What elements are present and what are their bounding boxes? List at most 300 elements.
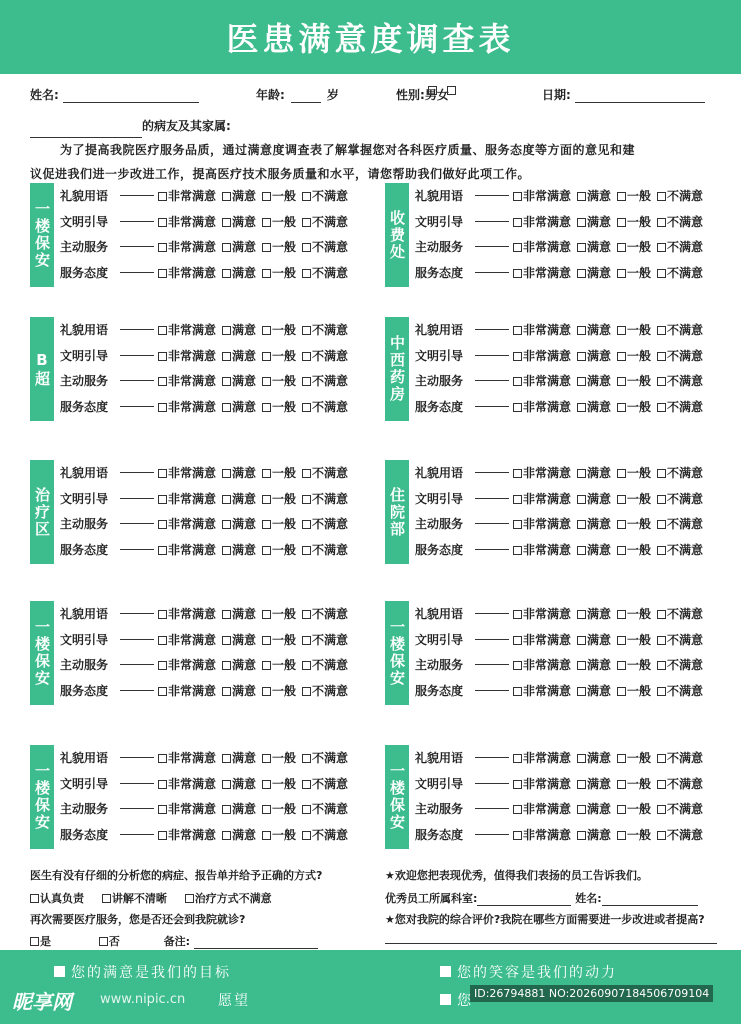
- header-bar: [0, 0, 741, 74]
- male-checkbox[interactable]: [428, 86, 437, 95]
- rating-option: [513, 187, 571, 204]
- rating-option-label: 不满意: [312, 189, 349, 204]
- rating-checkbox[interactable]: [617, 546, 626, 555]
- rating-checkbox[interactable]: [513, 780, 522, 789]
- rating-checkbox[interactable]: [262, 661, 271, 670]
- rating-checkbox[interactable]: [617, 520, 626, 529]
- rating-option-label: 一般: [272, 374, 297, 389]
- rating-checkbox[interactable]: [222, 610, 231, 619]
- rating-checkbox[interactable]: [158, 687, 167, 696]
- rating-checkbox[interactable]: [617, 192, 626, 201]
- rating-row: [60, 183, 360, 209]
- section-tag: 一楼保安: [385, 745, 409, 849]
- rating-checkbox[interactable]: [262, 610, 271, 619]
- rating-checkbox[interactable]: [302, 218, 311, 227]
- rating-checkbox[interactable]: [262, 326, 271, 335]
- rating-option-label: 满意: [587, 542, 612, 557]
- rating-checkbox[interactable]: [617, 610, 626, 619]
- rating-checkbox[interactable]: [222, 754, 231, 763]
- rating-checkbox[interactable]: [577, 661, 586, 670]
- dept-field[interactable]: [477, 894, 571, 906]
- rating-option-label: 满意: [587, 323, 612, 338]
- survey-section: [385, 601, 715, 705]
- rating-option: [262, 631, 296, 648]
- rating-option-label: 一般: [627, 542, 652, 557]
- rating-option-label: 满意: [587, 632, 612, 647]
- rating-option: [513, 490, 571, 507]
- rating-checkbox[interactable]: [577, 469, 586, 478]
- rating-option: [262, 775, 296, 792]
- rating-checkbox[interactable]: [302, 377, 311, 386]
- rating-checkbox[interactable]: [262, 495, 271, 504]
- rating-checkbox[interactable]: [657, 495, 666, 504]
- return-no-checkbox[interactable]: [99, 937, 108, 946]
- dash-divider: [120, 355, 154, 356]
- rating-checkbox[interactable]: [222, 831, 231, 840]
- rating-checkbox[interactable]: [158, 661, 167, 670]
- rating-checkbox[interactable]: [513, 243, 522, 252]
- dash-divider: [475, 221, 509, 222]
- age-unit: 岁: [326, 88, 339, 102]
- rating-checkbox[interactable]: [158, 218, 167, 227]
- rating-row: [60, 317, 360, 343]
- rating-checkbox[interactable]: [513, 377, 522, 386]
- survey-section: [30, 745, 360, 849]
- rating-checkbox[interactable]: [222, 495, 231, 504]
- rating-checkbox[interactable]: [657, 352, 666, 361]
- rating-checkbox[interactable]: [617, 218, 626, 227]
- rating-option: [513, 656, 571, 673]
- rating-checkbox[interactable]: [222, 805, 231, 814]
- rating-checkbox[interactable]: [158, 243, 167, 252]
- rating-checkbox[interactable]: [222, 403, 231, 412]
- rating-option-label: 一般: [627, 607, 652, 622]
- rating-checkbox[interactable]: [302, 831, 311, 840]
- rating-checkbox[interactable]: [262, 636, 271, 645]
- rating-checkbox[interactable]: [657, 377, 666, 386]
- dash-divider: [475, 664, 509, 665]
- rating-option-label: 不满意: [312, 776, 349, 791]
- rating-checkbox[interactable]: [513, 352, 522, 361]
- rating-checkbox[interactable]: [158, 352, 167, 361]
- rating-option-label: 非常满意: [168, 491, 217, 506]
- rating-checkbox[interactable]: [657, 469, 666, 478]
- addressee-field[interactable]: [30, 126, 142, 138]
- rating-checkbox[interactable]: [617, 352, 626, 361]
- dash-divider: [120, 808, 154, 809]
- rating-checkbox[interactable]: [577, 403, 586, 412]
- rating-checkbox[interactable]: [262, 831, 271, 840]
- rating-checkbox[interactable]: [158, 520, 167, 529]
- rating-option-label: 非常满意: [523, 607, 572, 622]
- rating-checkbox[interactable]: [222, 469, 231, 478]
- rating-option: [657, 372, 703, 389]
- rating-checkbox[interactable]: [222, 243, 231, 252]
- rating-option: [302, 800, 348, 817]
- opt-dissatisfied-checkbox[interactable]: [185, 894, 194, 903]
- rating-option-label: 一般: [627, 323, 652, 338]
- rating-checkbox[interactable]: [262, 192, 271, 201]
- rating-checkbox[interactable]: [513, 520, 522, 529]
- rating-checkbox[interactable]: [302, 192, 311, 201]
- rating-option: [513, 826, 571, 843]
- rating-option: [158, 515, 216, 532]
- rating-checkbox[interactable]: [513, 495, 522, 504]
- rating-option-label: 不满意: [667, 265, 704, 280]
- rating-checkbox[interactable]: [657, 754, 666, 763]
- rating-checkbox[interactable]: [302, 352, 311, 361]
- rating-checkbox[interactable]: [577, 687, 586, 696]
- rating-checkbox[interactable]: [657, 780, 666, 789]
- rating-checkbox[interactable]: [577, 610, 586, 619]
- rating-checkbox[interactable]: [302, 754, 311, 763]
- rating-checkbox[interactable]: [262, 377, 271, 386]
- rating-option-label: 一般: [627, 240, 652, 255]
- rating-option: [577, 264, 611, 281]
- question-evaluation: ★您对我院的综合评价?我院在哪些方面需要进一步改进或者提高?: [385, 913, 705, 926]
- rating-option: [617, 321, 651, 338]
- rating-checkbox[interactable]: [222, 352, 231, 361]
- watermark-id: ID:26794881 NO:20260907184506709104: [470, 985, 713, 1002]
- rating-checkbox[interactable]: [657, 687, 666, 696]
- rating-checkbox[interactable]: [513, 546, 522, 555]
- rating-checkbox[interactable]: [302, 469, 311, 478]
- rating-checkbox[interactable]: [617, 269, 626, 278]
- rating-option: [222, 605, 256, 622]
- rating-checkbox[interactable]: [577, 636, 586, 645]
- return-yes-checkbox[interactable]: [30, 937, 39, 946]
- rating-option-label: 一般: [272, 683, 297, 698]
- rating-checkbox[interactable]: [222, 687, 231, 696]
- rating-option-label: 一般: [627, 189, 652, 204]
- rating-row: [60, 745, 360, 771]
- dash-divider: [475, 523, 509, 524]
- rating-checkbox[interactable]: [222, 218, 231, 227]
- rating-option: [617, 631, 651, 648]
- rating-checkbox[interactable]: [657, 610, 666, 619]
- rating-checkbox[interactable]: [657, 546, 666, 555]
- rating-checkbox[interactable]: [158, 754, 167, 763]
- rating-option-label: 非常满意: [523, 632, 572, 647]
- rating-checkbox[interactable]: [222, 780, 231, 789]
- rating-checkbox[interactable]: [262, 269, 271, 278]
- rating-checkbox[interactable]: [513, 661, 522, 670]
- rating-checkbox[interactable]: [657, 243, 666, 252]
- addressee-label: 的病友及其家属:: [142, 119, 231, 133]
- rating-checkbox[interactable]: [617, 377, 626, 386]
- rating-option: [617, 347, 651, 364]
- rating-option: [513, 749, 571, 766]
- dash-divider: [120, 195, 154, 196]
- rating-checkbox[interactable]: [617, 326, 626, 335]
- rating-option: [617, 372, 651, 389]
- rating-checkbox[interactable]: [302, 243, 311, 252]
- rating-checkbox[interactable]: [302, 520, 311, 529]
- rating-checkbox[interactable]: [577, 326, 586, 335]
- rating-checkbox[interactable]: [513, 636, 522, 645]
- rating-option-label: 非常满意: [168, 776, 217, 791]
- rating-checkbox[interactable]: [513, 326, 522, 335]
- rating-option-label: 一般: [272, 632, 297, 647]
- section-tag: 一楼保安: [30, 601, 54, 705]
- survey-section: [385, 745, 715, 849]
- rating-option-label: 非常满意: [168, 214, 217, 229]
- rating-checkbox[interactable]: [577, 495, 586, 504]
- rating-option: [222, 749, 256, 766]
- rating-option-label: 不满意: [667, 683, 704, 698]
- rating-option-label: 满意: [587, 214, 612, 229]
- rating-checkbox[interactable]: [617, 403, 626, 412]
- dash-divider: [120, 472, 154, 473]
- rating-option-label: 不满意: [667, 607, 704, 622]
- rating-checkbox[interactable]: [222, 520, 231, 529]
- rating-checkbox[interactable]: [302, 805, 311, 814]
- rating-option-label: 一般: [627, 466, 652, 481]
- rating-checkbox[interactable]: [222, 546, 231, 555]
- rating-checkbox[interactable]: [262, 687, 271, 696]
- rating-option: [617, 800, 651, 817]
- rating-checkbox[interactable]: [302, 546, 311, 555]
- rating-item-label: 文明引导: [415, 214, 464, 229]
- rating-checkbox[interactable]: [513, 269, 522, 278]
- rating-checkbox[interactable]: [158, 403, 167, 412]
- survey-section: [30, 601, 360, 705]
- rating-option-label: 一般: [272, 751, 297, 766]
- rating-checkbox[interactable]: [158, 831, 167, 840]
- rating-row: [415, 234, 715, 260]
- rating-option-label: 一般: [272, 265, 297, 280]
- female-checkbox[interactable]: [447, 86, 456, 95]
- rating-checkbox[interactable]: [262, 469, 271, 478]
- rating-checkbox[interactable]: [302, 661, 311, 670]
- rating-row: [60, 537, 360, 563]
- rating-option: [577, 372, 611, 389]
- rating-option: [302, 347, 348, 364]
- rating-checkbox[interactable]: [577, 520, 586, 529]
- rating-checkbox[interactable]: [577, 218, 586, 227]
- rating-option: [262, 372, 296, 389]
- rating-checkbox[interactable]: [158, 377, 167, 386]
- rating-option-label: 非常满意: [168, 658, 217, 673]
- evaluation-field[interactable]: [385, 943, 717, 944]
- rating-checkbox[interactable]: [158, 610, 167, 619]
- rating-checkbox[interactable]: [577, 546, 586, 555]
- rating-checkbox[interactable]: [657, 636, 666, 645]
- rating-option: [158, 749, 216, 766]
- opt-responsible-checkbox[interactable]: [30, 894, 39, 903]
- rating-checkbox[interactable]: [577, 780, 586, 789]
- dash-divider: [475, 380, 509, 381]
- rating-checkbox[interactable]: [577, 269, 586, 278]
- rating-option: [302, 775, 348, 792]
- rating-checkbox[interactable]: [617, 243, 626, 252]
- rating-checkbox[interactable]: [262, 805, 271, 814]
- rating-option: [302, 515, 348, 532]
- rating-option-label: 非常满意: [523, 348, 572, 363]
- return-no-label: 否: [108, 935, 120, 948]
- rating-option: [577, 347, 611, 364]
- rating-checkbox[interactable]: [617, 636, 626, 645]
- rating-option-label: 满意: [232, 776, 257, 791]
- rating-checkbox[interactable]: [617, 661, 626, 670]
- rating-option-label: 非常满意: [168, 632, 217, 647]
- rating-checkbox[interactable]: [617, 780, 626, 789]
- rating-checkbox[interactable]: [657, 520, 666, 529]
- rating-checkbox[interactable]: [158, 192, 167, 201]
- rating-checkbox[interactable]: [513, 192, 522, 201]
- rating-option-label: 不满意: [312, 751, 349, 766]
- rating-checkbox[interactable]: [513, 754, 522, 763]
- dash-divider: [475, 808, 509, 809]
- rating-option: [513, 321, 571, 338]
- rating-checkbox[interactable]: [158, 469, 167, 478]
- rating-checkbox[interactable]: [222, 636, 231, 645]
- rating-checkbox[interactable]: [657, 805, 666, 814]
- rating-checkbox[interactable]: [513, 469, 522, 478]
- rating-checkbox[interactable]: [158, 269, 167, 278]
- rating-checkbox[interactable]: [657, 326, 666, 335]
- dash-divider: [120, 380, 154, 381]
- rating-checkbox[interactable]: [577, 352, 586, 361]
- rating-checkbox[interactable]: [222, 269, 231, 278]
- rating-option: [577, 631, 611, 648]
- rating-checkbox[interactable]: [617, 469, 626, 478]
- dash-divider: [120, 783, 154, 784]
- rating-option-label: 非常满意: [523, 265, 572, 280]
- rating-checkbox[interactable]: [577, 377, 586, 386]
- square-bullet-icon: [440, 994, 451, 1005]
- rating-option-label: 非常满意: [168, 348, 217, 363]
- rating-item-label: 服务态度: [415, 399, 464, 414]
- rating-checkbox[interactable]: [262, 403, 271, 412]
- rating-checkbox[interactable]: [657, 218, 666, 227]
- rating-checkbox[interactable]: [513, 805, 522, 814]
- name-field[interactable]: [63, 91, 199, 103]
- rating-option: [577, 238, 611, 255]
- rating-option-label: 一般: [627, 517, 652, 532]
- rating-item-label: 服务态度: [415, 265, 464, 280]
- rating-checkbox[interactable]: [302, 269, 311, 278]
- rating-checkbox[interactable]: [302, 636, 311, 645]
- rating-checkbox[interactable]: [158, 326, 167, 335]
- rating-checkbox[interactable]: [222, 326, 231, 335]
- rating-option: [617, 541, 651, 558]
- rating-option: [262, 826, 296, 843]
- rating-option: [657, 775, 703, 792]
- rating-checkbox[interactable]: [262, 243, 271, 252]
- rating-option: [262, 238, 296, 255]
- age-field[interactable]: [291, 91, 321, 103]
- rating-checkbox[interactable]: [158, 780, 167, 789]
- rating-checkbox[interactable]: [513, 218, 522, 227]
- rating-checkbox[interactable]: [222, 192, 231, 201]
- rating-checkbox[interactable]: [262, 218, 271, 227]
- rating-item-label: 主动服务: [415, 517, 464, 532]
- rating-checkbox[interactable]: [262, 780, 271, 789]
- rating-option: [617, 464, 651, 481]
- date-field[interactable]: [575, 91, 705, 103]
- rating-option-label: 满意: [232, 399, 257, 414]
- rating-checkbox[interactable]: [657, 831, 666, 840]
- rating-row: [60, 796, 360, 822]
- rating-option: [222, 372, 256, 389]
- rating-option-label: 非常满意: [523, 323, 572, 338]
- rating-checkbox[interactable]: [302, 610, 311, 619]
- rating-option: [262, 541, 296, 558]
- rating-checkbox[interactable]: [222, 661, 231, 670]
- rating-option: [262, 490, 296, 507]
- rating-option: [617, 605, 651, 622]
- rating-checkbox[interactable]: [617, 754, 626, 763]
- rating-checkbox[interactable]: [657, 661, 666, 670]
- rating-item-label: 服务态度: [60, 827, 109, 842]
- rating-checkbox[interactable]: [657, 403, 666, 412]
- rating-option: [158, 238, 216, 255]
- rating-checkbox[interactable]: [158, 805, 167, 814]
- rating-checkbox[interactable]: [158, 636, 167, 645]
- rating-checkbox[interactable]: [657, 269, 666, 278]
- rating-option-label: 非常满意: [523, 802, 572, 817]
- rating-checkbox[interactable]: [577, 754, 586, 763]
- rating-option-label: 非常满意: [168, 323, 217, 338]
- rating-option-label: 非常满意: [168, 542, 217, 557]
- rating-checkbox[interactable]: [222, 377, 231, 386]
- rating-item-label: 文明引导: [60, 214, 109, 229]
- rating-row: [60, 368, 360, 394]
- rating-checkbox[interactable]: [158, 495, 167, 504]
- note-field[interactable]: [194, 937, 318, 949]
- rating-checkbox[interactable]: [577, 805, 586, 814]
- rating-option: [158, 631, 216, 648]
- rating-checkbox[interactable]: [657, 192, 666, 201]
- rating-checkbox[interactable]: [513, 610, 522, 619]
- rating-checkbox[interactable]: [513, 687, 522, 696]
- rating-checkbox[interactable]: [262, 754, 271, 763]
- rating-option: [222, 541, 256, 558]
- rating-checkbox[interactable]: [577, 243, 586, 252]
- rating-item-label: 主动服务: [60, 658, 109, 673]
- survey-section: [385, 460, 715, 564]
- rating-checkbox[interactable]: [577, 831, 586, 840]
- rating-checkbox[interactable]: [617, 687, 626, 696]
- dash-divider: [120, 272, 154, 273]
- rating-checkbox[interactable]: [158, 546, 167, 555]
- staff-name-field[interactable]: [602, 894, 698, 906]
- rating-checkbox[interactable]: [513, 831, 522, 840]
- rating-checkbox[interactable]: [302, 326, 311, 335]
- rating-checkbox[interactable]: [262, 520, 271, 529]
- rating-option-label: 一般: [272, 466, 297, 481]
- rating-checkbox[interactable]: [262, 546, 271, 555]
- rating-checkbox[interactable]: [302, 403, 311, 412]
- rating-checkbox[interactable]: [617, 805, 626, 814]
- rating-checkbox[interactable]: [617, 495, 626, 504]
- rating-option-label: 非常满意: [523, 214, 572, 229]
- rating-checkbox[interactable]: [513, 403, 522, 412]
- rating-checkbox[interactable]: [302, 495, 311, 504]
- dash-divider: [120, 664, 154, 665]
- rating-checkbox[interactable]: [302, 780, 311, 789]
- rating-checkbox[interactable]: [302, 687, 311, 696]
- rating-item-label: 服务态度: [415, 683, 464, 698]
- rating-checkbox[interactable]: [617, 831, 626, 840]
- rating-row: [415, 260, 715, 286]
- rating-option-label: 非常满意: [523, 751, 572, 766]
- opt-unclear-checkbox[interactable]: [102, 894, 111, 903]
- rating-option: [577, 749, 611, 766]
- rating-checkbox[interactable]: [262, 352, 271, 361]
- rating-checkbox[interactable]: [577, 192, 586, 201]
